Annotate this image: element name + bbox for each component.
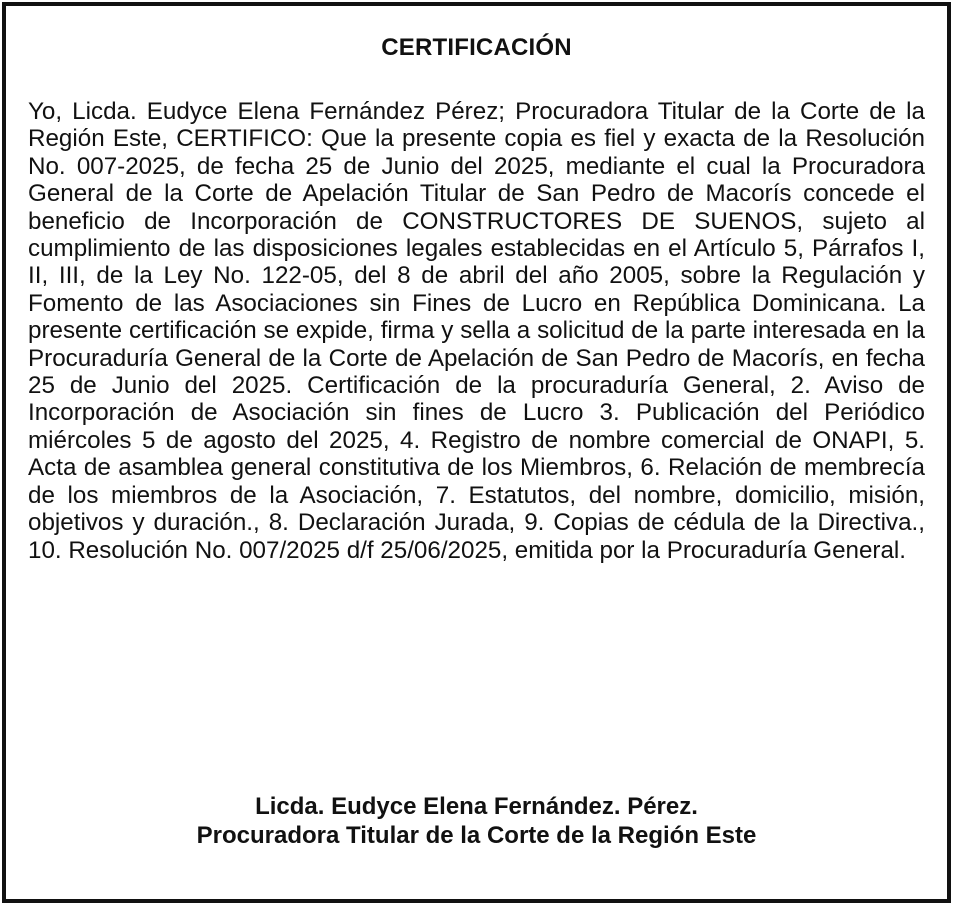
document-title: CERTIFICACIÓN [381,34,572,61]
signature-block [6,792,947,850]
signature-title: Procuradora Titular de la Corte de la Región Este [196,822,757,849]
signature-name: Licda. Eudyce Elena Fernández. Pérez. [255,793,698,820]
certification-body: Yo, Licda. Eudyce Elena Fernández Pérez; Procuradora Titular de la Corte de la Región Este, CERTIFICO: Que la presente copia es fiel y exacta de la Resolución No. 007-2025, de fecha 25 de Junio del 2025, mediante el cual la Procuradora General de la Corte de Apelación Titular de San Pedro de Macorís concede el beneficio de Incorporación de CONSTRUCTORES DE SUENOS, sujeto al cumplimiento de las disposiciones legales establecidas en el Artículo 5, Párrafos I, II, III, de la Ley No. 122-05, del 8 de abril del año 2005, sobre la Regulación y Fomento de las Asociaciones sin Fines de Lucro en República Dominicana. La presente certificación se expide, firma y sella a solicitud de la parte interesada en la Procuraduría General de la Corte de Apelación de San Pedro de Macorís, en fecha 25 de Junio del 2025. Certificación de la procuraduría General, 2. Aviso de Incorporación de Asociación sin fines de Lucro 3. Publicación del Periódico miércoles 5 de agosto del 2025, 4. Registro de nombre comercial de ONAPI, 5. Acta de asamblea general constitutiva de los Miembros, 6. Relación de membrecía de los miembros de la Asociación, 7. Estatutos, del nombre, domicilio, misión, objetivos y duración., 8. Declaración Jurada, 9. Copias de cédula de la Directiva., 10. Resolución No. 007/2025 d/f 25/06/2025, emitida por la Procuraduría General. [28,98,925,564]
document-border [2,2,951,903]
